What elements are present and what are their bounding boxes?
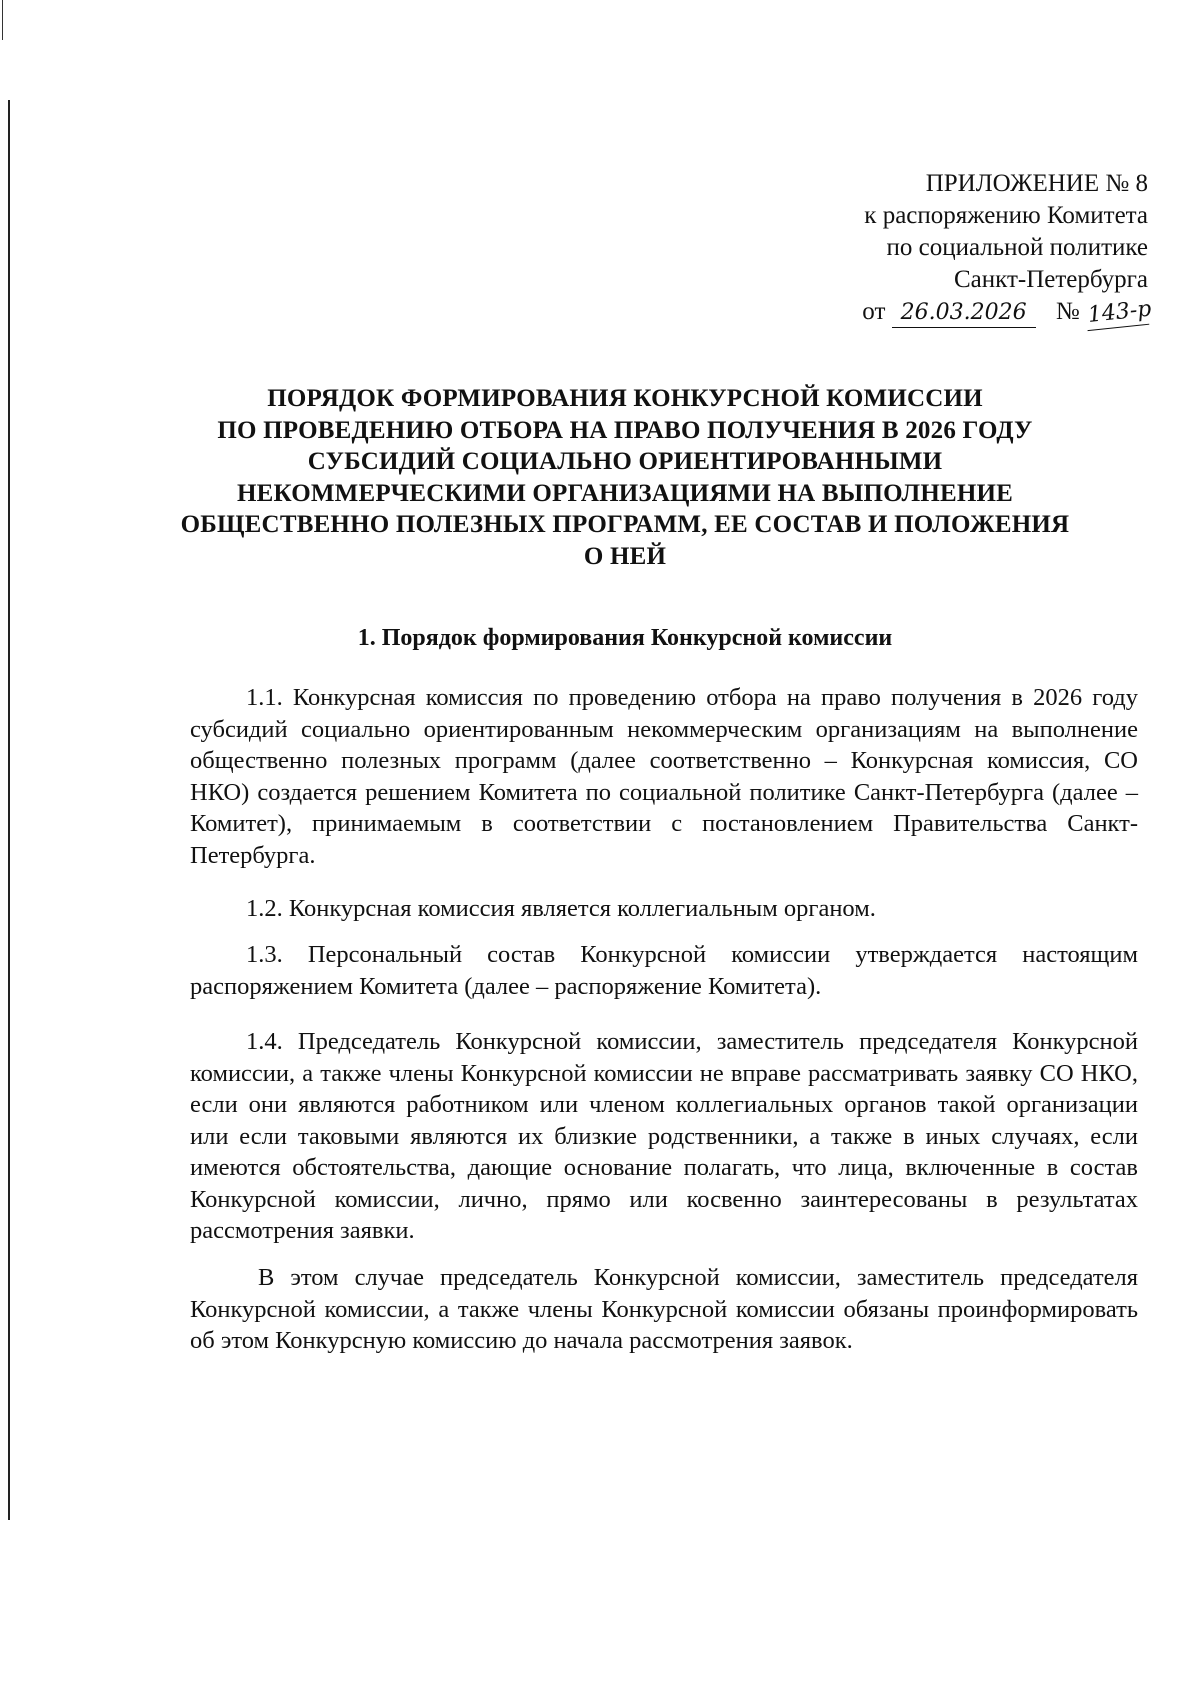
section-heading: 1. Порядок формирования Конкурсной комиссии (357, 625, 893, 651)
paragraph-text: 1.3. Персональный состав Конкурсной комиссии утверждается настоящим распоряжением Комитета (далее – распоряжение Комитета). (190, 941, 1138, 1000)
paragraph-1-3 (190, 939, 1138, 1002)
title-line: ОБЩЕСТВЕННО ПОЛЕЗНЫХ ПРОГРАММ, ЕЕ СОСТАВ И ПОЛОЖЕНИЯ (180, 511, 1070, 538)
title-line: ПОРЯДОК ФОРМИРОВАНИЯ КОНКУРСНОЙ КОМИССИИ (267, 385, 983, 412)
paragraph-1-4-continuation (190, 1262, 1138, 1357)
paragraph-text: 1.1. Конкурсная комиссия по проведению отбора на право получения в 2026 году субсидий социально ориентированным некоммерческим организациям на выполнение общественно полезных программ (далее соответственно – Конкурсная комиссия, СО НКО) создается решением Комитета по социальной политике Санкт-Петербурга (далее – Комитет), принимаемым в соответствии с постановлением Правительства Санкт-Петербурга. (190, 684, 1138, 869)
handwritten-date: 26.03.2026 (892, 300, 1036, 328)
appendix-date-line (862, 296, 1153, 328)
number-label: № (1055, 298, 1080, 325)
appendix-label: ПРИЛОЖЕНИЕ № 8 (925, 170, 1148, 197)
paragraph-1-1 (190, 682, 1138, 871)
title-line: НЕКОММЕРЧЕСКИМИ ОРГАНИЗАЦИЯМИ НА ВЫПОЛНЕНИЕ (236, 479, 1014, 507)
paragraph-1-4 (190, 1026, 1138, 1247)
handwritten-number: 143-р (1085, 297, 1150, 331)
paragraph-text: 1.2. Конкурсная комиссия является коллегиальным органом. (246, 895, 876, 922)
title-line: ПО ПРОВЕДЕНИЮ ОТБОРА НА ПРАВО ПОЛУЧЕНИЯ В 2026 ГОДУ (217, 416, 1033, 444)
paragraph-text: В этом случае председатель Конкурсной комиссии, заместитель председателя Конкурсной комиссии, а также члены Конкурсной комиссии обязаны проинформировать об этом Конкурсную комиссию до начала рассмотрения заявок. (190, 1264, 1138, 1354)
appendix-line-2: к распоряжению Комитета (864, 202, 1148, 229)
title-line: О НЕЙ (583, 542, 667, 570)
document-title (150, 383, 1100, 572)
scan-edge-mark (2, 0, 3, 40)
date-prefix: от (862, 298, 886, 325)
scan-edge-line (8, 100, 10, 1520)
appendix-line-3: по социальной политике (886, 234, 1148, 261)
appendix-line-4: Санкт-Петербурга (953, 266, 1148, 293)
appendix-header (862, 168, 1153, 328)
paragraph-text: 1.4. Председатель Конкурсной комиссии, заместитель председателя Конкурсной комиссии, а также члены Конкурсной комиссии не вправе рассматривать заявку СО НКО, если они являются работником или членом коллегиальных органов такой организации или если таковыми являются их близкие родственники, а также в иных случаях, если имеются обстоятельства, дающие основание полагать, что лица, включенные в состав Конкурсной комиссии, лично, прямо или косвенно заинтересованы в результатах рассмотрения заявки. (190, 1028, 1138, 1244)
paragraph-1-2 (190, 893, 1138, 925)
title-line: СУБСИДИЙ СОЦИАЛЬНО ОРИЕНТИРОВАННЫМИ (307, 448, 943, 475)
